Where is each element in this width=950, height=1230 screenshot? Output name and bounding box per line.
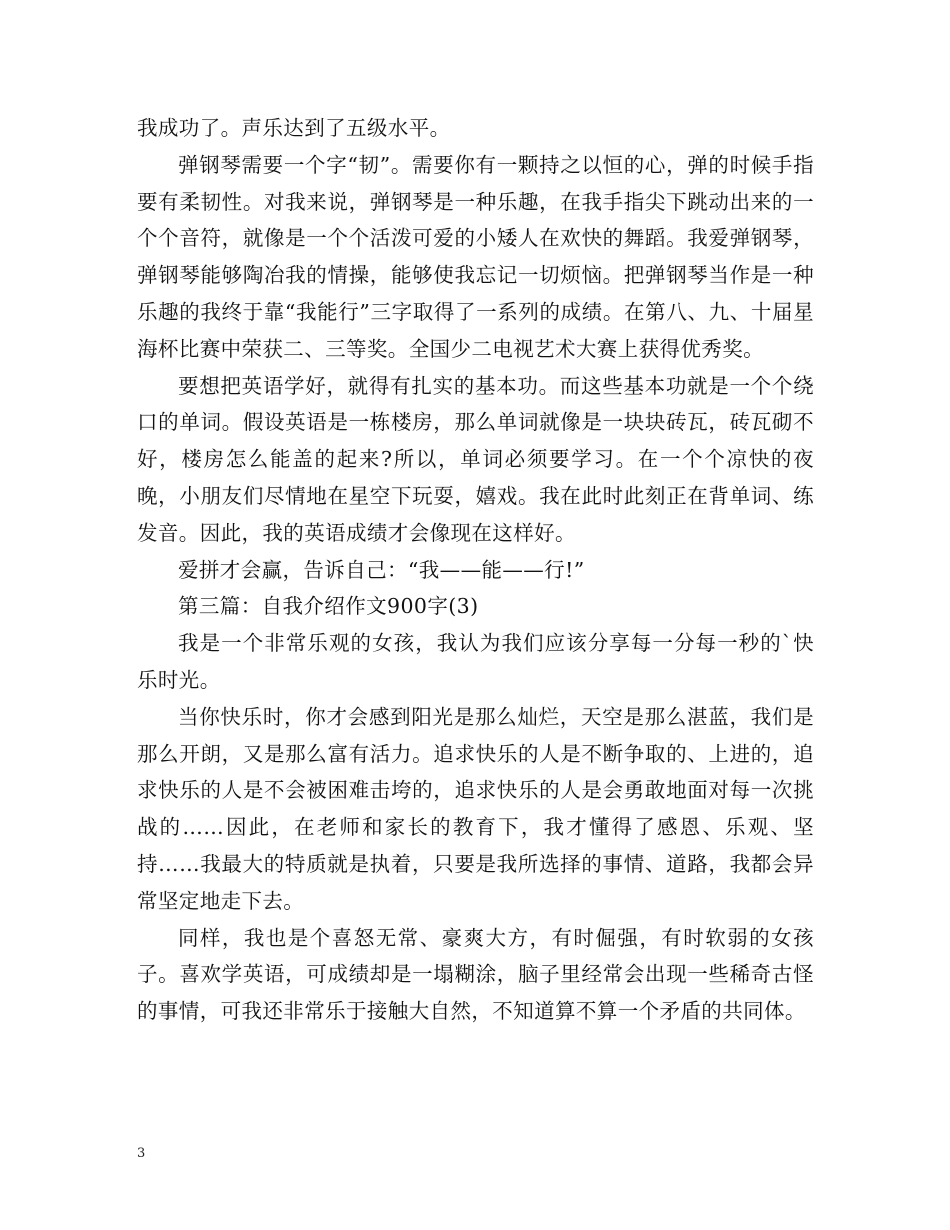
body-text xyxy=(137,110,814,1030)
paragraph: 我是一个非常乐观的女孩，我认为我们应该分享每一分每一秒的`快乐时光。 xyxy=(137,631,814,692)
paragraph: 爱拼才会赢，告诉自己：“我——能——行!” xyxy=(178,557,585,582)
page-number: 3 xyxy=(137,1146,146,1161)
paragraph: 同样，我也是个喜怒无常、豪爽大方，有时倔强，有时软弱的女孩子。喜欢学英语，可成绩却是一塌糊涂，脑子里经常会出现一些稀奇古怪的事情，可我还非常乐于接触大自然，不知道算不算一个矛盾的共同体。 xyxy=(137,925,814,1024)
paragraph: 我成功了。声乐达到了五级水平。 xyxy=(137,116,451,140)
paragraph: 弹钢琴需要一个字“韧”。需要你有一颗持之以恒的心，弹的时候手指要有柔韧性。对我来说，弹钢琴是一种乐趣，在我手指尖下跳动出来的一个个音符，就像是一个个活泼可爱的小矮人在欢快的舞蹈。我爱弹钢琴，弹钢琴能够陶冶我的情操，能够使我忘记一切烦恼。把弹钢琴当作是一种乐趣的我终于靠“我能行”三字取得了一系列的成绩。在第八、九、十届星海杯比赛中荣获二、三等奖。全国少二电视艺术大赛上获得优秀奖。 xyxy=(137,152,814,361)
section-heading: 第三篇：自我介绍作文900字(3) xyxy=(178,594,479,619)
paragraph: 当你快乐时，你才会感到阳光是那么灿烂，天空是那么湛蓝，我们是那么开朗，又是那么富有活力。追求快乐的人是不断争取的、上进的，追求快乐的人是不会被困难击垮的，追求快乐的人是会勇敢地面对每一次挑战的……因此，在老师和家长的教育下，我才懂得了感恩、乐观、坚持……我最大的特质就是执着，只要是我所选择的事情、道路，我都会异常坚定地走下去。 xyxy=(137,704,814,913)
paragraph: 要想把英语学好，就得有扎实的基本功。而这些基本功就是一个个绕口的单词。假设英语是一栋楼房，那么单词就像是一块块砖瓦，砖瓦砌不好，楼房怎么能盖的起来?所以，单词必须要学习。在一个个凉快的夜晚，小朋友们尽情地在星空下玩耍，嬉戏。我在此时此刻正在背单词、练发音。因此，我的英语成绩才会像现在这样好。 xyxy=(137,373,814,545)
